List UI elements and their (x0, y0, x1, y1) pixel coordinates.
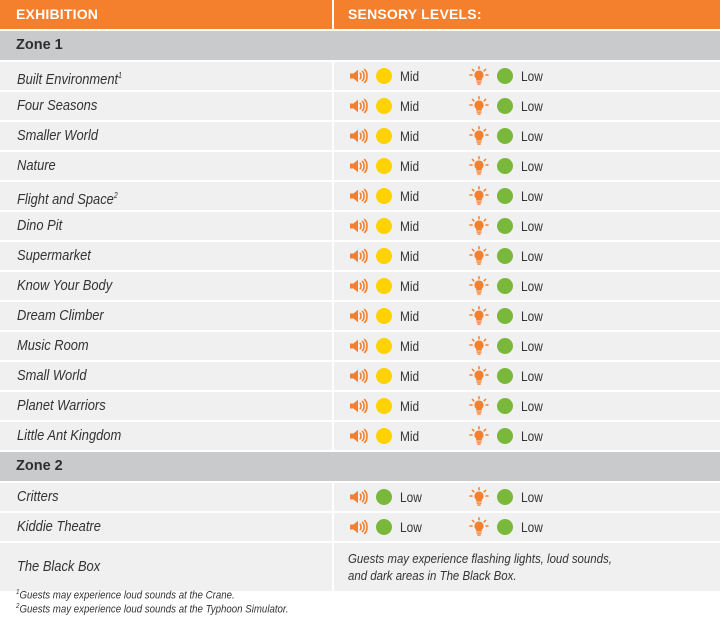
sound-level-text: Mid (400, 308, 420, 324)
lightbulb-icon (469, 487, 489, 507)
speaker-icon (348, 517, 368, 537)
light-level-text: Low (521, 278, 543, 294)
lightbulb-icon (469, 396, 489, 416)
sensory-cell (334, 362, 720, 390)
sensory-cell (334, 513, 720, 541)
lightbulb-icon (469, 517, 489, 537)
table-row (0, 302, 720, 330)
speaker-icon (348, 306, 368, 326)
speaker-icon (348, 336, 368, 356)
light-level-dot (497, 398, 513, 414)
exhibition-cell (0, 422, 332, 450)
speaker-icon (348, 366, 368, 386)
speaker-icon (348, 156, 368, 176)
speaker-icon (348, 186, 368, 206)
light-level-dot (497, 98, 513, 114)
speaker-icon (348, 396, 368, 416)
exhibition-cell (0, 212, 332, 240)
header-exhibition: EXHIBITION (0, 0, 332, 29)
table-row (0, 272, 720, 300)
sound-level-dot (376, 128, 392, 144)
sensory-cell (334, 392, 720, 420)
light-level-text: Low (521, 218, 543, 234)
light-level-text: Low (521, 98, 543, 114)
light-level-dot (497, 278, 513, 294)
table-row (0, 182, 720, 210)
exhibition-cell (0, 483, 332, 511)
sensory-cell (334, 92, 720, 120)
light-level-text: Low (521, 248, 543, 264)
exhibition-cell (0, 242, 332, 270)
sensory-cell (334, 332, 720, 360)
light-level (469, 242, 546, 270)
exhibition-name: Little Ant Kingdom (17, 427, 122, 444)
light-level (469, 513, 546, 541)
sensory-cell (334, 242, 720, 270)
light-level (469, 92, 546, 120)
table-row (0, 362, 720, 390)
exhibition-name: Dino Pit (17, 217, 63, 234)
sensory-cell (334, 182, 720, 210)
sound-level-text: Mid (400, 188, 420, 204)
sound-level-text: Low (400, 489, 422, 505)
exhibition-cell (0, 62, 332, 90)
sound-level-dot (376, 218, 392, 234)
header-sensory-levels: SENSORY LEVELS: (334, 0, 720, 29)
sound-level-text: Mid (400, 338, 420, 354)
zone-label: Zone 1 (16, 37, 63, 53)
sound-level-text: Mid (400, 68, 420, 84)
sound-level-dot (376, 398, 392, 414)
exhibition-name: Know Your Body (17, 277, 113, 294)
sound-level (348, 392, 422, 420)
exhibition-cell (0, 182, 332, 210)
sound-level-text: Mid (400, 158, 420, 174)
exhibition-cell (0, 543, 332, 591)
lightbulb-icon (469, 216, 489, 236)
light-level-dot (497, 218, 513, 234)
exhibition-cell (0, 92, 332, 120)
zone-header (0, 452, 720, 481)
sound-level (348, 362, 422, 390)
lightbulb-icon (469, 246, 489, 266)
sensory-cell (334, 483, 720, 511)
table-row (0, 92, 720, 120)
sound-level (348, 302, 422, 330)
light-level-dot (497, 188, 513, 204)
light-level (469, 122, 546, 150)
footnote: $^1$Guests may experience loud sounds at the Crane. (16, 589, 235, 602)
sound-level-dot (376, 68, 392, 84)
sound-level-dot (376, 428, 392, 444)
exhibition-cell (0, 272, 332, 300)
exhibition-name: Kiddie Theatre (17, 518, 101, 535)
light-level (469, 62, 546, 90)
table-row (0, 483, 720, 511)
table-row (0, 242, 720, 270)
lightbulb-icon (469, 156, 489, 176)
lightbulb-icon (469, 126, 489, 146)
light-level-dot (497, 489, 513, 505)
exhibition-cell (0, 122, 332, 150)
lightbulb-icon (469, 306, 489, 326)
sound-level-text: Mid (400, 278, 420, 294)
light-level-text: Low (521, 428, 543, 444)
footnote: $^2$Guests may experience loud sounds at the Typhoon Simulator. (16, 603, 289, 616)
light-level-text: Low (521, 128, 543, 144)
light-level (469, 272, 546, 300)
light-level-dot (497, 68, 513, 84)
sound-level-dot (376, 368, 392, 384)
exhibition-name: Smaller World (17, 127, 99, 144)
zone-header (0, 31, 720, 60)
exhibition-cell (0, 152, 332, 180)
light-level-dot (497, 128, 513, 144)
light-level-text: Low (521, 338, 543, 354)
sound-level-dot (376, 519, 392, 535)
zone-label: Zone 2 (16, 458, 63, 474)
sound-level (348, 122, 422, 150)
light-level-text: Low (521, 519, 543, 535)
lightbulb-icon (469, 276, 489, 296)
sound-level-dot (376, 278, 392, 294)
exhibition-cell (0, 513, 332, 541)
sound-level-dot (376, 308, 392, 324)
sound-level (348, 272, 422, 300)
sensory-cell (334, 212, 720, 240)
light-level-dot (497, 248, 513, 264)
exhibition-cell (0, 332, 332, 360)
light-level (469, 302, 546, 330)
sound-level-text: Mid (400, 248, 420, 264)
sound-level-text: Mid (400, 368, 420, 384)
speaker-icon (348, 246, 368, 266)
lightbulb-icon (469, 96, 489, 116)
sound-level-dot (376, 98, 392, 114)
light-level-text: Low (521, 368, 543, 384)
sensory-cell (334, 422, 720, 450)
light-level-dot (497, 428, 513, 444)
sensory-cell (334, 152, 720, 180)
table-row (0, 122, 720, 150)
black-box-note: and dark areas in The Black Box. (348, 568, 517, 583)
exhibition-name: Planet Warriors (17, 397, 106, 414)
light-level (469, 182, 546, 210)
sound-level (348, 62, 422, 90)
sound-level (348, 152, 422, 180)
sensory-cell (334, 272, 720, 300)
sensory-cell (334, 62, 720, 90)
sound-level-dot (376, 489, 392, 505)
exhibition-name: The Black Box (17, 558, 101, 575)
speaker-icon (348, 126, 368, 146)
exhibition-cell (0, 302, 332, 330)
lightbulb-icon (469, 336, 489, 356)
light-level-text: Low (521, 308, 543, 324)
exhibition-name: Supermarket (17, 247, 91, 264)
light-level (469, 422, 546, 450)
light-level (469, 332, 546, 360)
sound-level (348, 242, 422, 270)
sound-level (348, 212, 422, 240)
table-row (0, 513, 720, 541)
exhibition-name: Dream Climber (17, 307, 104, 324)
lightbulb-icon (469, 66, 489, 86)
sound-level-dot (376, 248, 392, 264)
sensory-cell (334, 302, 720, 330)
sound-level (348, 92, 422, 120)
exhibition-name: Built Environment$^1$ (17, 71, 122, 88)
light-level-dot (497, 308, 513, 324)
light-level-dot (497, 368, 513, 384)
table-row (0, 212, 720, 240)
light-level-dot (497, 519, 513, 535)
speaker-icon (348, 216, 368, 236)
light-level-text: Low (521, 188, 543, 204)
exhibition-name: Flight and Space$^2$ (17, 191, 118, 208)
speaker-icon (348, 66, 368, 86)
table-row (0, 422, 720, 450)
exhibition-name: Four Seasons (17, 97, 98, 114)
exhibition-cell (0, 392, 332, 420)
sound-level-text: Mid (400, 398, 420, 414)
speaker-icon (348, 276, 368, 296)
sound-level (348, 483, 425, 511)
light-level (469, 152, 546, 180)
table-header (0, 0, 720, 29)
light-level-text: Low (521, 158, 543, 174)
sound-level-text: Mid (400, 128, 420, 144)
sound-level-dot (376, 338, 392, 354)
black-box-note: Guests may experience flashing lights, loud sounds, (348, 551, 612, 566)
lightbulb-icon (469, 186, 489, 206)
table-row (0, 392, 720, 420)
speaker-icon (348, 96, 368, 116)
light-level-text: Low (521, 489, 543, 505)
lightbulb-icon (469, 426, 489, 446)
light-level (469, 362, 546, 390)
exhibition-name: Nature (17, 157, 56, 174)
table-row (0, 152, 720, 180)
sound-level-text: Low (400, 519, 422, 535)
speaker-icon (348, 426, 368, 446)
exhibition-name: Small World (17, 367, 87, 384)
light-level-dot (497, 338, 513, 354)
sound-level (348, 332, 422, 360)
light-level-text: Low (521, 68, 543, 84)
table-row (0, 62, 720, 90)
light-level-text: Low (521, 398, 543, 414)
sound-level-text: Mid (400, 98, 420, 114)
sound-level (348, 513, 425, 541)
lightbulb-icon (469, 366, 489, 386)
exhibition-cell (0, 362, 332, 390)
exhibition-name: Critters (17, 488, 59, 505)
table-row (0, 332, 720, 360)
sound-level (348, 422, 422, 450)
light-level (469, 483, 546, 511)
sound-level (348, 182, 422, 210)
sensory-cell (334, 122, 720, 150)
sound-level-text: Mid (400, 428, 420, 444)
sound-level-dot (376, 188, 392, 204)
speaker-icon (348, 487, 368, 507)
sound-level-text: Mid (400, 218, 420, 234)
light-level-dot (497, 158, 513, 174)
exhibition-name: Music Room (17, 337, 89, 354)
sound-level-dot (376, 158, 392, 174)
light-level (469, 392, 546, 420)
light-level (469, 212, 546, 240)
